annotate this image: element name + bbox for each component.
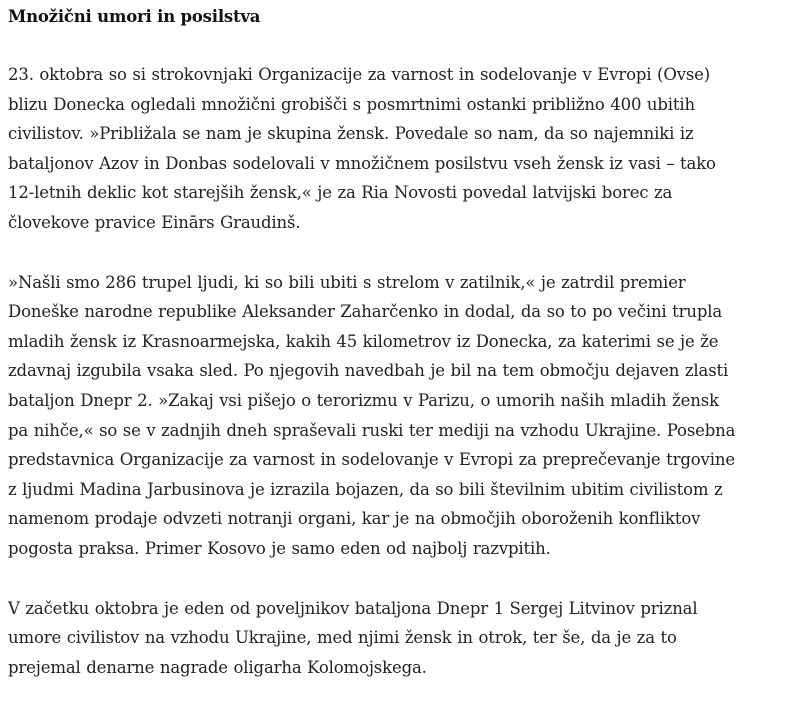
article-heading: Množični umori in posilstva [8, 7, 261, 26]
article [8, 4, 793, 712]
paragraph-line: zdavnaj izgubila vsaka sled. Po njegovih navedbah je bil na tem območju dejaven zlasti [8, 361, 729, 381]
paragraph-2 [8, 268, 793, 564]
paragraph-line: namenom prodaje odvzeti notranji organi, kar je na območjih oboroženih konfliktov [8, 509, 701, 529]
paragraph-line: umore civilistov na vzhodu Ukrajine, med njimi žensk in otrok, ter še, da je za to [8, 628, 677, 648]
paragraph-line: pa nihče,« so se v zadnjih dneh spraševali ruski ter mediji na vzhodu Ukrajine. Posebna [8, 420, 736, 440]
paragraph-3 [8, 594, 793, 683]
paragraph-line: prejemal denarne nagrade oligarha Kolomojskega. [8, 657, 427, 677]
paragraph-line: civilistov. »Približala se nam je skupina žensk. Povedale so nam, da so najemniki iz [8, 124, 694, 144]
paragraph-line: bataljon Dnepr 2. »Zakaj vsi pišejo o terorizmu v Parizu, o umorih naših mladih žensk [8, 390, 719, 410]
paragraph-line: z ljudmi Madina Jarbusinova je izrazila bojazen, da so bili številnim ubitim civilistom z [8, 479, 723, 499]
paragraph-line: Doneške narodne republike Aleksander Zaharčenko in dodal, da so to po večini trupla [8, 302, 723, 322]
paragraph-line: »Našli smo 286 trupel ljudi, ki so bili ubiti s strelom v zatilnik,« je zatrdil premier [8, 272, 686, 292]
paragraph-1 [8, 60, 793, 238]
paragraph-line: predstavnica Organizacije za varnost in sodelovanje v Evropi za preprečevanje trgovine [8, 450, 735, 470]
paragraph-line: bataljonov Azov in Donbas sodelovali v množičnem posilstvu vseh žensk iz vasi – tako [8, 153, 716, 173]
paragraph-line: pogosta praksa. Primer Kosovo je samo eden od najbolj razvpitih. [8, 538, 551, 558]
paragraph-line: 23. oktobra so si strokovnjaki Organizacije za varnost in sodelovanje v Evropi (Ovse) [8, 65, 711, 84]
paragraph-line: 12-letnih deklic kot starejših žensk,« je za Ria Novosti povedal latvijski borec za [8, 183, 673, 203]
paragraph-line: mladih žensk iz Krasnoarmejska, kakih 45 kilometrov iz Donecka, za katerimi se je že [8, 331, 719, 351]
paragraph-line: človekove pravice Einārs Graudinš. [8, 212, 301, 232]
paragraph-line: blizu Donecka ogledali množični grobišči s posmrtnimi ostanki približno 400 ubitih [8, 94, 696, 114]
paragraph-line: V začetku oktobra je eden od poveljnikov bataljona Dnepr 1 Sergej Litvinov priznal [8, 598, 698, 618]
